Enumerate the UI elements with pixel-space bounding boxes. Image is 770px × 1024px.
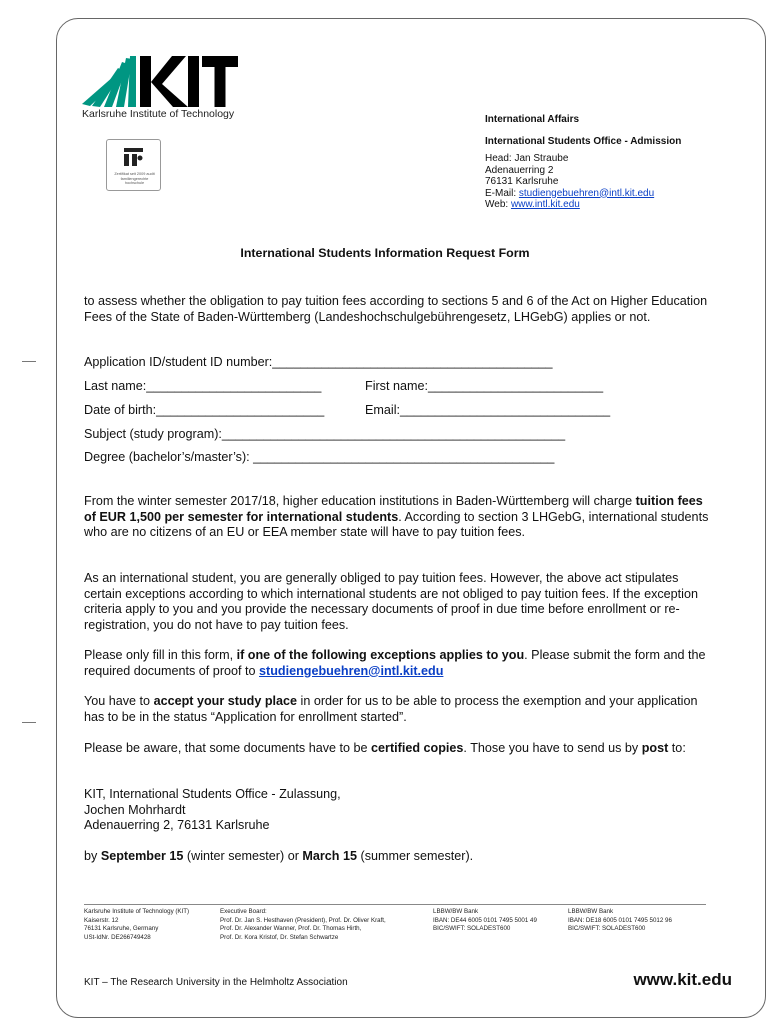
p4-bold: accept your study place <box>153 694 298 708</box>
intro-text: to assess whether the obligation to pay tuition fees according to sections 5 and 6 of the Act on Higher Education Fees of the State of Baden-Württemberg (Landeshochschulgebührengesetz, LHGebG) applies or not. <box>84 294 708 324</box>
footer-col2-line: Prof. Dr. Alexander Wanner, Prof. Dr. Thomas Hirth, <box>220 925 362 933</box>
paragraph-submit <box>84 648 714 679</box>
p3-bold: if one of the following exceptions applies to you <box>236 648 525 662</box>
p1-bold: tuition fees of EUR 1,500 per semester for international students <box>84 494 703 524</box>
footer-tagline: KIT – The Research University in the Helmholtz Association <box>84 977 348 988</box>
deadline-winter: September 15 <box>100 849 184 863</box>
p5-text-a: Please be aware, that some documents have to be <box>84 741 372 755</box>
footer-col3-line: BIC/SWIFT: SOLADEST600 <box>433 925 511 933</box>
footer-col-bank1 <box>433 908 537 934</box>
office-email-link[interactable]: studiengebuehren@intl.kit.edu <box>518 187 655 199</box>
footer-col1-line: 76131 Karlsruhe, Germany <box>84 925 159 933</box>
p1-text-a: From the winter semester 2017/18, higher education institutions in Baden-Württemberg will charge <box>84 494 636 508</box>
footer-website[interactable]: www.kit.edu <box>633 970 732 989</box>
deadline-text <box>84 849 714 865</box>
mailing-address-line1: KIT, International Students Office - Zulassung, <box>84 787 341 801</box>
office-city: 76131 Karlsruhe <box>485 176 559 187</box>
form-title: International Students Information Request Form <box>240 246 530 260</box>
certificate-text: Zertifikat seit 2009 audit familiengerechte hochschule <box>114 172 155 185</box>
submit-email-link[interactable]: studiengebuehren@intl.kit.edu <box>259 663 444 678</box>
footer-col4-line: IBAN: DE18 6005 0101 7495 5012 96 <box>568 916 672 924</box>
certificate-badge <box>106 139 161 191</box>
footer-col-kit <box>84 908 189 942</box>
fold-mark-top <box>22 361 36 362</box>
footer-col1-line: Karlsruhe Institute of Technology (KIT) <box>84 908 190 915</box>
office-street: Adenauerring 2 <box>485 164 554 176</box>
address-block <box>485 114 681 211</box>
footer-col-bank2 <box>568 908 672 934</box>
office-web <box>485 199 681 211</box>
audit-logo-icon <box>107 140 160 170</box>
footer-col4-line: BIC/SWIFT: SOLADEST600 <box>568 925 646 933</box>
footer-col3-line: IBAN: DE44 6005 0101 7495 5001 49 <box>433 916 537 924</box>
p4-text-a: You have to <box>84 694 154 708</box>
first-name-field[interactable]: First name:_________________________ <box>365 379 604 393</box>
mailing-address-line3: Adenauerring 2, 76131 Karlsruhe <box>84 818 270 833</box>
footer-col1-line: USt-IdNr. DE266749428 <box>84 933 151 941</box>
deadline-e: (summer semester). <box>357 849 474 863</box>
paragraph-tuition-fees <box>84 494 714 541</box>
footer-col-board <box>220 908 386 942</box>
p3-text-c: . Please submit the form and the required documents of proof to <box>84 648 706 678</box>
subject-field[interactable]: Subject (study program):_________________________________________________ <box>84 427 566 441</box>
application-id-field[interactable]: Application ID/student ID number:________________________________________ <box>84 355 553 369</box>
logo-subtitle: Karlsruhe Institute of Technology <box>82 108 235 120</box>
office-email <box>485 188 681 200</box>
degree-field[interactable]: Degree (bachelor’s/master’s): ___________________________________________ <box>84 450 555 464</box>
footer-col1-line: Kaiserstr. 12 <box>84 916 119 924</box>
mailing-address <box>84 787 714 834</box>
p5-text-e: to: <box>668 741 686 755</box>
deadline-c: (winter semester) or <box>183 849 303 863</box>
email-prefix: E-Mail: <box>485 187 519 199</box>
office-web-link[interactable]: www.intl.kit.edu <box>510 199 580 210</box>
footer-col2-line: Prof. Dr. Jan S. Hesthaven (President), Prof. Dr. Oliver Kraft, <box>220 916 386 924</box>
paragraph-accept <box>84 694 714 725</box>
footer-col2-line: Executive Board: <box>220 908 267 915</box>
footer-col3-line: LBBW/BW Bank <box>433 908 479 915</box>
mailing-address-line2: Jochen Mohrhardt <box>84 802 186 817</box>
last-name-field[interactable]: Last name:_________________________ <box>84 379 322 393</box>
p5-bold-a: certified copies <box>371 741 464 755</box>
paragraph-exceptions: As an international student, you are generally obliged to pay tuition fees. However, the above act stipulates certain exceptions according to which international students are not obliged to pay tuition fees. If the exception criteria apply to you and you provide the necessary documents of proof in due time before enrollment or re-registration, you do not have to pay tuition fees. <box>84 571 698 633</box>
email-field[interactable]: Email:______________________________ <box>365 403 611 417</box>
footer-divider <box>84 904 706 905</box>
p5-text-c: . Those you have to send us by <box>463 741 642 755</box>
deadline-a: by <box>84 849 101 863</box>
office-head: Head: Jan Straube <box>485 153 569 164</box>
web-prefix: Web: <box>485 199 511 210</box>
p3-text-a: Please only fill in this form, <box>84 648 237 662</box>
p1-text-c: . According to section 3 LHGebG, international students who are no citizens of an EU or EEA member state will have to pay tuition fees. <box>84 509 709 540</box>
footer-col4-line: LBBW/BW Bank <box>568 908 614 915</box>
paragraph-certified <box>84 741 714 757</box>
date-of-birth-field[interactable]: Date of birth:________________________ <box>84 403 325 417</box>
p5-bold-b: post <box>641 741 669 755</box>
office: International Students Office - Admission <box>485 135 682 147</box>
p4-text-c: in order for us to be able to process the exemption and your application has to be in the status “Application for enrollment started”. <box>84 694 698 724</box>
footer-col2-line: Prof. Dr. Kora Kristof, Dr. Stefan Schwartze <box>220 933 339 941</box>
fold-mark-bottom <box>22 722 36 723</box>
department: International Affairs <box>485 114 580 125</box>
deadline-summer: March 15 <box>302 849 357 863</box>
